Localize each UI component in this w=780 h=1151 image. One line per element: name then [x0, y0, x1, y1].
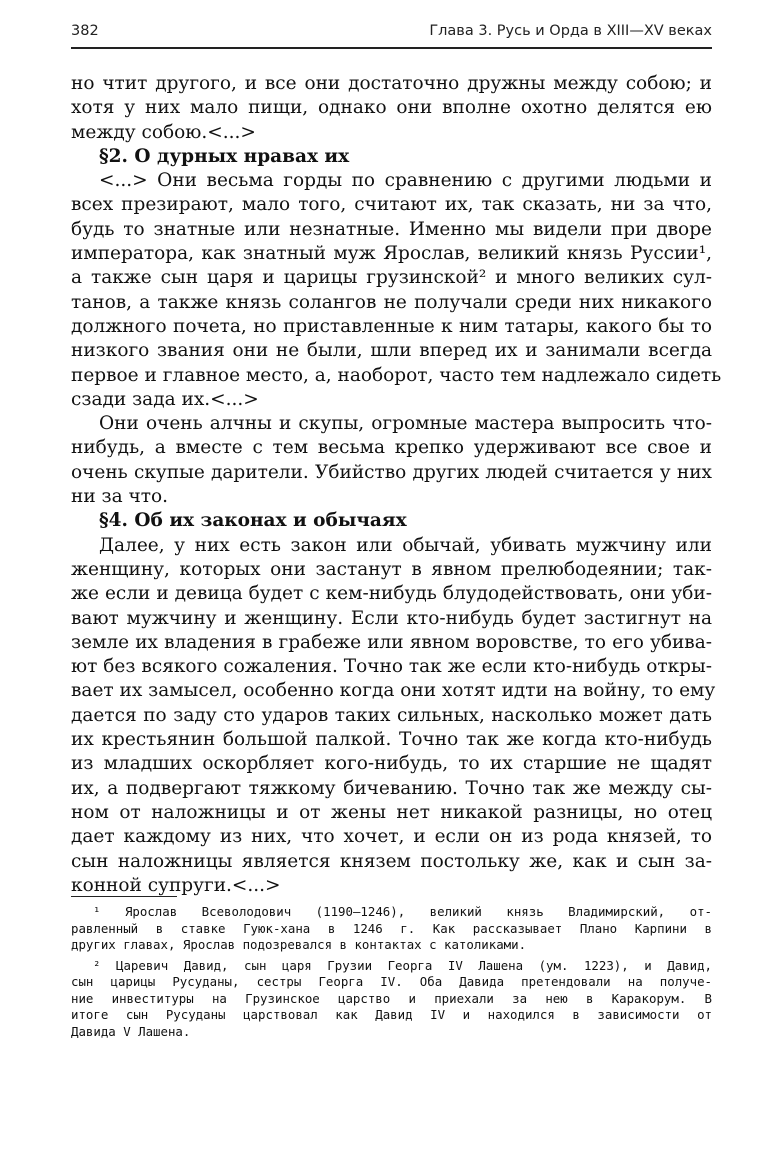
page-number: 382 — [71, 23, 99, 39]
text-line: сын наложницы является князем постольку же, как и сын за- — [71, 850, 712, 872]
text-line: первое и главное место, а, наоборот, часто тем надлежало сидеть — [71, 364, 722, 386]
text-line: очень скупые дарители. Убийство других людей считается у них — [71, 461, 712, 483]
footnotes — [71, 904, 712, 1040]
text-line: Далее, у них есть закон или обычай, убивать мужчину или — [99, 534, 712, 556]
text-line: низкого звания они не были, шли вперед их и занимали всегда — [71, 340, 712, 362]
text-line: их, а подвергают тяжкому бичеванию. Точно так же между сы- — [71, 777, 712, 799]
text-line: из младших оскорбляет кого-нибудь, то их старшие не щадят — [71, 753, 712, 775]
footnote-line: ние инвеституры на Грузинское царство и приехали за нею в Каракорум. В — [71, 990, 712, 1006]
text-line: дает каждому из них, что хочет, и если он из рода князей, то — [71, 826, 712, 848]
text-line: хотя у них мало пищи, однако они вполне охотно делятся ею — [71, 97, 712, 119]
text-line: женщину, которых они застанут в явном прелюбодеянии; так- — [71, 558, 712, 580]
footnote-line: равленный в ставке Гуюк-хана в 1246 г. Как рассказывает Плано Карпини в — [71, 920, 712, 936]
text-line: всех презирают, мало того, считают их, так сказать, ни за что, — [71, 194, 712, 216]
text-line: между собою.<...> — [71, 121, 256, 143]
footnote-line: ¹ Ярослав Всеволодович (1190—1246), великий князь Владимирский, от- — [93, 904, 712, 919]
text-line: нибудь, а вместе с тем весьма крепко удерживают все свое и — [71, 437, 712, 459]
page-header — [71, 20, 712, 50]
text-line: вает их замысел, особенно когда они хотят идти на войну, то ему — [71, 680, 716, 702]
text-line: их крестьянин большой палкой. Точно так же когда кто-нибудь — [71, 729, 712, 751]
text-line: ни за что. — [71, 486, 169, 508]
text-line: императора, как знатный муж Ярослав, великий князь Руссии¹, — [71, 243, 712, 265]
footnote-line: Давида V Лашена. — [71, 1023, 191, 1039]
text-line: но чтит другого, и все они достаточно дружны между собою; и — [71, 73, 712, 94]
text-line: сзади зада их.<...> — [71, 388, 259, 410]
text-line: танов, а также князь солангов не получали среди них никакого — [71, 291, 712, 313]
section-heading: §4. Об их законах и обычаях — [99, 510, 407, 532]
text-line: вают мужчину и женщину. Если кто-нибудь будет застигнут на — [71, 607, 712, 629]
text-line: а также сын царя и царицы грузинской² и много великих сул- — [71, 267, 712, 289]
header-rule — [71, 47, 712, 49]
text-line: же если и девица будет с кем-нибудь блудодействовать, они уби- — [71, 583, 712, 605]
footnote-rule — [71, 896, 177, 897]
text-line: конной супруги.<...> — [71, 874, 281, 896]
footnote-line: других главах, Ярослав подозревался в контактах с католиками. — [71, 937, 527, 952]
text-line: должного почета, но приставленные к ним татары, какого бы то — [71, 315, 712, 337]
running-title: Глава 3. Русь и Орда в XIII—XV веках — [429, 23, 712, 39]
text-line: будь то знатные или незнатные. Именно мы видели при дворе — [71, 218, 712, 240]
text-line: <...> Они весьма горды по сравнению с другими людьми и — [99, 170, 712, 192]
footnote-line: сын царицы Русуданы, сестры Георга IV. Оба Давида претендовали на получе- — [71, 974, 712, 989]
text-line: земле их владения в грабеже или явном воровстве, то его убива- — [71, 631, 712, 653]
footnote-line: ² Царевич Давид, сын царя Грузии Георга IV Лашена (ум. 1223), и Давид, — [93, 957, 712, 973]
text-line: ют без всякого сожаления. Точно так же если кто-нибудь откры- — [71, 656, 712, 678]
text-line: Они очень алчны и скупы, огромные мастера выпросить что- — [99, 413, 712, 435]
main-text — [71, 72, 722, 898]
section-heading: §2. О дурных нравах их — [99, 145, 350, 167]
text-line: дается по заду сто ударов таких сильных, насколько может дать — [71, 704, 712, 726]
text-line: ном от наложницы и от жены нет никакой разницы, но отец — [71, 801, 712, 823]
footnote-line: итоге сын Русуданы царствовал как Давид IV и находился в зависимости от — [71, 1007, 712, 1022]
